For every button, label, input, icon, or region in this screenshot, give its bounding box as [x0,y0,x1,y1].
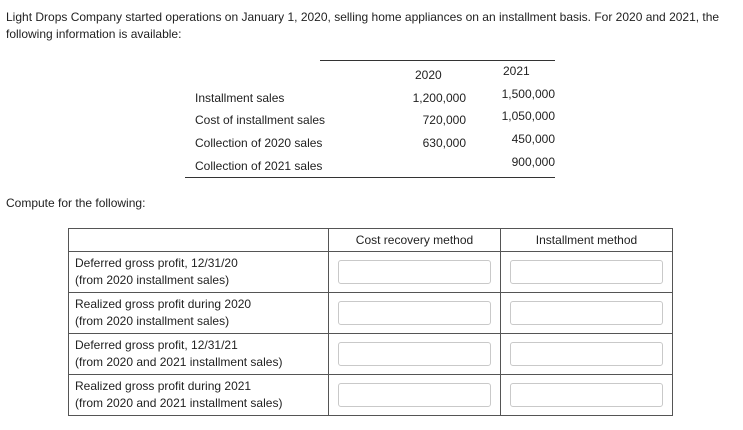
cost-recovery-input[interactable] [338,260,491,284]
info-col-header-2020: 2020 [415,68,442,82]
row-description-line1: Deferred gross profit, 12/31/21 [75,338,238,352]
table-row [69,252,673,293]
table-row [69,334,673,375]
row-description-line2: (from 2020 and 2021 installment sales) [75,396,283,410]
info-row-label: Cost of installment sales [195,113,326,127]
info-col-header-2021: 2021 [503,64,530,78]
installment-method-input[interactable] [510,383,663,407]
info-row-label: Collection of 2021 sales [195,159,323,173]
info-header-rule [320,60,555,61]
compute-label: Compute for the following: [6,196,146,210]
cost-recovery-input[interactable] [338,301,491,325]
info-row-label: Installment sales [195,91,285,105]
info-value-2021: 900,000 [511,155,555,169]
row-description-line1: Realized gross profit during 2021 [75,379,252,393]
row-description-line2: (from 2020 installment sales) [75,314,230,328]
table-row [69,293,673,334]
blank-header [69,229,329,252]
info-row-label: Collection of 2020 sales [195,136,323,150]
info-value-2020: 630,000 [422,136,466,150]
installment-method-header: Installment method [501,229,673,252]
row-description-line2: (from 2020 and 2021 installment sales) [75,355,283,369]
info-value-2020: 1,200,000 [412,91,466,105]
row-description-line1: Deferred gross profit, 12/31/20 [75,256,238,270]
info-value-2021: 1,500,000 [501,87,555,101]
row-description [69,334,329,375]
row-description [69,293,329,334]
row-description-line2: (from 2020 installment sales) [75,273,230,287]
cost-recovery-input[interactable] [338,342,491,366]
table-row [69,375,673,416]
cost-recovery-header: Cost recovery method [329,229,501,252]
installment-method-input[interactable] [510,342,663,366]
installment-method-input[interactable] [510,301,663,325]
row-description-line1: Realized gross profit during 2020 [75,297,252,311]
installment-method-input[interactable] [510,260,663,284]
problem-intro: Light Drops Company started operations on January 1, 2020, selling home appliances on an installment basis. For 2020 and 2021, the following information is available: [6,10,720,41]
info-value-2021: 1,050,000 [501,109,555,123]
info-value-2021: 450,000 [511,132,555,146]
table-header-row [69,229,673,252]
row-description [69,375,329,416]
info-bottom-rule [185,177,555,178]
info-value-2020: 720,000 [422,113,466,127]
computation-table [68,228,673,416]
cost-recovery-input[interactable] [338,383,491,407]
row-description [69,252,329,293]
